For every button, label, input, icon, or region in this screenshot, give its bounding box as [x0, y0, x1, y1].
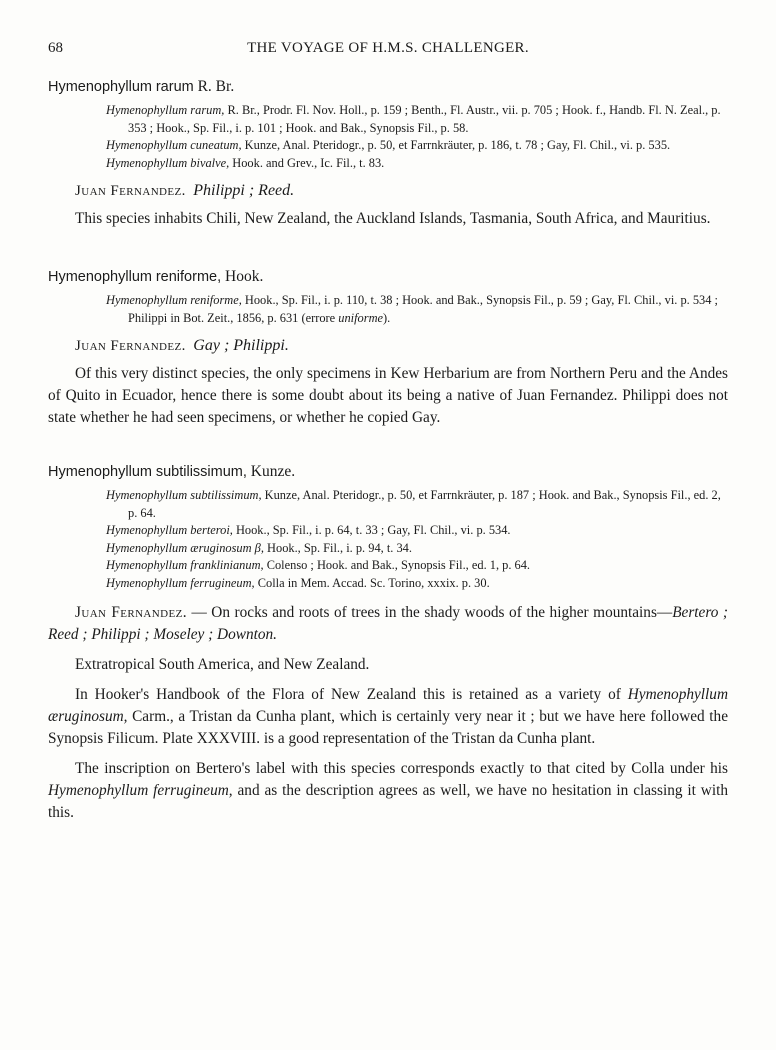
- distribution-note: This species inhabits Chili, New Zealand, the Auckland Islands, Tasmania, South Africa, and Mauritius.: [75, 210, 711, 227]
- page-number: 68: [48, 40, 63, 56]
- genus-name: Hymenophyllum: [48, 79, 152, 95]
- distribution-note: Extratropical South America, and New Zealand.: [75, 656, 370, 673]
- species-epithet: subtilissimum,: [155, 464, 247, 480]
- species-epithet: reniforme,: [155, 269, 222, 285]
- discussion-paragraph: Of this very distinct species, the only specimens in Kew Herbarium are from Northern Peru and the Andes of Quito in Ecuador, hence there is some doubt about its being a native of Juan Fernandez. Philippi does not state whether he had seen specimens, or whether he copied Gay.: [48, 365, 728, 426]
- synonym-reference: Hymenophyllum berteroi, Hook., Sp. Fil., i. p. 64, t. 33 ; Gay, Fl. Chil., vi. p. 534.: [106, 523, 511, 537]
- locality-line: Juan Fernandez. Gay ; Philippi.: [75, 337, 289, 354]
- genus-name: Hymenophyllum: [48, 269, 152, 285]
- discussion-paragraph: The inscription on Bertero's label with this species corresponds exactly to that cited by Colla under his Hymenophyllum ferrugineum, and as the description agrees as well, we have no hesitation in classing it with this.: [48, 760, 728, 821]
- species-entry-rarum: [48, 78, 728, 230]
- book-page: [48, 40, 728, 824]
- synonym-reference: Hymenophyllum rarum, R. Br., Prodr. Fl. Nov. Holl., p. 159 ; Benth., Fl. Austr., vii. p. 705 ; Hook. f., Handb. Fl. N. Zeal., p. 353 ; Hook., Sp. Fil., i. p. 101 ; Hook. and Bak., Synopsis Fil., p. 58.: [106, 103, 721, 135]
- species-epithet: rarum: [155, 79, 194, 95]
- synonymy-list: [106, 102, 728, 172]
- synonym-reference: Hymenophyllum reniforme, Hook., Sp. Fil., i. p. 110, t. 38 ; Hook. and Bak., Synopsis Fil., p. 59 ; Gay, Fl. Chil., vi. p. 534 ; Philippi in Bot. Zeit., 1856, p. 631 (errore uniforme).: [106, 293, 718, 325]
- species-heading: [48, 268, 728, 286]
- species-authority: Hook.: [225, 268, 264, 285]
- species-entry-subtilissimum: [48, 463, 728, 824]
- species-authority: Kunze.: [250, 463, 296, 480]
- synonymy-list: [106, 487, 728, 592]
- species-heading: [48, 78, 728, 96]
- running-header: [48, 40, 728, 66]
- synonym-reference: Hymenophyllum æruginosum β, Hook., Sp. Fil., i. p. 94, t. 34.: [106, 540, 412, 555]
- synonym-reference: Hymenophyllum ferrugineum, Colla in Mem. Accad. Sc. Torino, xxxix. p. 30.: [106, 575, 490, 590]
- running-title: THE VOYAGE OF H.M.S. CHALLENGER.: [247, 40, 529, 56]
- locality-line: Juan Fernandez. Philippi ; Reed.: [75, 182, 295, 199]
- locality-paragraph: Juan Fernandez. — On rocks and roots of trees in the shady woods of the higher mountains—Bertero ; Reed ; Philippi ; Moseley ; Downton.: [48, 604, 728, 643]
- species-entry-reniforme: [48, 268, 728, 429]
- discussion-paragraph: In Hooker's Handbook of the Flora of New Zealand this is retained as a variety of Hymenophyllum æruginosum, Carm., a Tristan da Cunha plant, which is certainly very near it ; but we have here followed the Synopsis Filicum. Plate XXXVIII. is a good representation of the Tristan da Cunha plant.: [48, 686, 728, 747]
- synonym-reference: Hymenophyllum cuneatum, Kunze, Anal. Pteridogr., p. 50, et Farrnkräuter, p. 186, t. 78 ; Gay, Fl. Chil., vi. p. 535.: [106, 138, 671, 152]
- species-heading: [48, 463, 728, 481]
- synonym-reference: Hymenophyllum subtilissimum, Kunze, Anal. Pteridogr., p. 50, et Farrnkräuter, p. 187 ; Hook. and Bak., Synopsis Fil., ed. 2, p. 64.: [106, 488, 721, 520]
- genus-name: Hymenophyllum: [48, 464, 152, 480]
- synonymy-list: [106, 292, 728, 327]
- synonym-reference: Hymenophyllum franklinianum, Colenso ; Hook. and Bak., Synopsis Fil., ed. 1, p. 64.: [106, 558, 531, 572]
- species-authority: R. Br.: [197, 78, 235, 95]
- synonym-reference: Hymenophyllum bivalve, Hook. and Grev., Ic. Fil., t. 83.: [106, 155, 385, 170]
